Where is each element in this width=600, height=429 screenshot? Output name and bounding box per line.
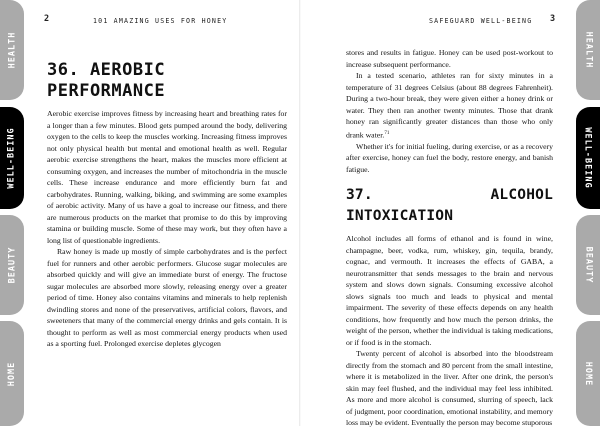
tab-home-right[interactable]: [576, 321, 600, 426]
left-page-body: [47, 60, 287, 350]
tab-label: WELL-BEING: [583, 127, 593, 189]
tab-label: WELL-BEING: [7, 127, 17, 189]
tab-home-left[interactable]: [0, 321, 24, 426]
paragraph: Twenty percent of alcohol is absorbed into the bloodstream directly from the stomach and 80 percent from the small intestine, where it is metabolized in the liver. After one drink, the person's skin may feel flushed, and the individual may feel less inhibited. As more and more alcohol is consumed, slurring of speech, lack of judgment, poor coordination, emotional instability, and memory loss may be evident. Eventually the person may become stuporous: [346, 349, 553, 427]
tab-beauty-right[interactable]: [576, 215, 600, 315]
heading-line-2: PERFORMANCE: [47, 81, 166, 101]
footnote-ref: 71: [384, 130, 390, 136]
right-page-number: 3: [550, 14, 556, 24]
tab-health-left[interactable]: [0, 0, 24, 100]
section-heading-aerobic: [47, 60, 287, 102]
tab-label: HOME: [7, 361, 18, 386]
left-page-number: 2: [44, 14, 50, 24]
right-page-body-top: [346, 47, 553, 175]
heading-line-1: 36. AEROBIC: [47, 60, 166, 80]
tab-label: HEALTH: [7, 31, 17, 69]
tab-health-right[interactable]: [576, 0, 600, 100]
right-running-header: SAFEGUARD WELL-BEING: [429, 17, 533, 25]
paragraph: Whether it's for initial fueling, during exercise, or as a recovery after exercise, honey can fuel the body, restore energy, and banish fatigue.: [346, 141, 553, 174]
tab-beauty-left[interactable]: [0, 215, 24, 315]
paragraph: stores and results in fatigue. Honey can be used post-workout to increase subsequent performance.: [346, 48, 553, 69]
paragraph: Raw honey is made up mostly of simple carbohydrates and is the perfect fuel for runners and other aerobic performers. Glucose sugar molecules are absorbed quickly and will give an immediate burst of energy. The fructose sugar molecules are absorbed more slowly, releasing energy over a greater period of time. Honey also contains vitamins and minerals to help replenish dwindling stores and none of the preservatives, artificial colors, flavors, and sweeteners that many of the commercial energy drinks and gels contain. It is thought to perform as well as most commercial energy products when used as a sporting fuel. Prolonged exercise depletes glycogen: [47, 247, 287, 348]
left-section-tabs: [0, 0, 24, 426]
paragraph-text: In a tested scenario, athletes ran for sixty minutes in a temperature of 31 degrees Celsius (about 88 degrees Fahrenheit). During a two-hour break, they were given either a honey drink or water. They then ran another twenty minutes. Those that drank honey ran significantly greater distances than those who only drank water.: [346, 71, 553, 140]
paragraph: Alcohol includes all forms of ethanol and is found in wine, champagne, beer, vodka, rum, whiskey, gin, tequila, brandy, cognac, and vermouth. It increases the effects of GABA, a neurotransmitter that sends messages to the brain and nervous system and slows down signals. Consuming excessive alcohol slows signals too much and leads to physical and mental impairment. The severity of these effects depends on any health conditions, how frequently and how much the person drinks, the weight of the person, whether the individual is taking medications, or if food is in the stomach.: [346, 234, 553, 347]
left-running-header: 101 AMAZING USES FOR HONEY: [93, 17, 228, 25]
tab-label: HEALTH: [583, 31, 593, 69]
tab-label: BEAUTY: [7, 246, 17, 284]
paragraph: [346, 70, 553, 141]
tab-well-being-left[interactable]: [0, 107, 24, 209]
tab-label: BEAUTY: [583, 246, 593, 284]
paragraph: Aerobic exercise improves fitness by increasing heart and breathing rates for a longer than a few minutes. Blood gets pumped around the body, delivering oxygen to the cells to keep the muscles working. Increasing fitness improves not only physical health but mental and emotional health as well. Regular aerobic exercise strengthens the heart, makes the muscles more efficient at consuming oxygen, and increases the number of mitochondria in the muscle cells. These increase endurance and more efficiently burn fat and carbohydrates. Running, walking, biking, and swimming are some examples of aerobic activity. Many of us have a goal to increase our fitness, and there are numerous products on the market that promise to do this by improving stamina or building muscle. Some of these may work, but they often have a long list of questionable ingredients.: [47, 109, 287, 245]
page-gutter: [299, 0, 301, 426]
tab-label: HOME: [583, 361, 594, 386]
right-page-body-bottom: [346, 185, 553, 429]
section-heading-alcohol: 37. ALCOHOL INTOXICATION: [346, 187, 553, 224]
tab-well-being-right[interactable]: [576, 107, 600, 209]
right-section-tabs: [576, 0, 600, 426]
